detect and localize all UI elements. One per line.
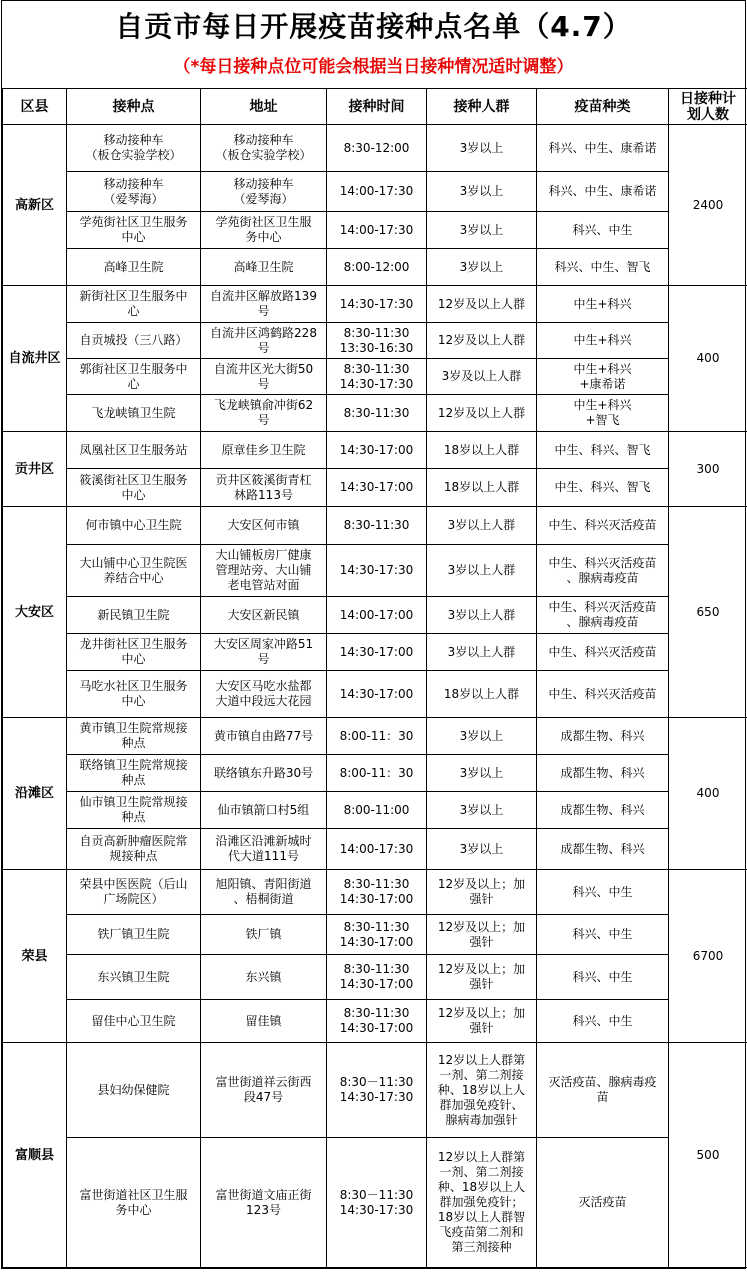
address-cell: 富世街道文庙正街 123号 — [201, 1138, 327, 1268]
vaccine-cell: 中生、科兴、智飞 — [537, 469, 669, 507]
time-cell: 8:30－11:30 14:30-17:30 — [327, 1043, 427, 1138]
vaccine-cell: 中生+科兴 +智飞 — [537, 395, 669, 432]
site-cell: 凤凰社区卫生服务站 — [67, 432, 201, 469]
crowd-cell: 3岁以上人群 — [427, 597, 537, 634]
site-cell: 自贡高新肿瘤医院常 规接种点 — [67, 829, 201, 870]
table-row — [3, 469, 747, 507]
district-cell: 沿滩区 — [3, 718, 67, 870]
time-cell: 14:30-17:00 — [327, 469, 427, 507]
table-row — [3, 545, 747, 597]
crowd-cell: 12岁以上人群第 一剂、第二剂接 种、18岁以上人 群加强免疫针； 18岁以上人群智 飞疫苗第二剂和 第三剂接种 — [427, 1138, 537, 1268]
address-cell: 原章佳乡卫生院 — [201, 432, 327, 469]
vaccine-cell: 科兴、中生 — [537, 870, 669, 915]
time-cell: 14:30-17:00 — [327, 432, 427, 469]
table-row — [3, 507, 747, 545]
time-cell: 8:00-11：30 — [327, 718, 427, 755]
table-row — [3, 395, 747, 432]
site-cell: 仙市镇卫生院常规接 种点 — [67, 792, 201, 829]
crowd-cell: 12岁及以上；加 强针 — [427, 915, 537, 955]
table-row — [3, 829, 747, 870]
crowd-cell: 3岁以上 — [427, 792, 537, 829]
header-crowd: 接种人群 — [427, 89, 537, 125]
vaccine-cell: 中生、科兴灭活疫苗 、腺病毒疫苗 — [537, 545, 669, 597]
crowd-cell: 3岁以上 — [427, 829, 537, 870]
vaccine-cell: 科兴、中生、智飞 — [537, 249, 669, 286]
time-cell: 8:30-11:30 14:30-17:00 — [327, 955, 427, 1000]
site-cell: 东兴镇卫生院 — [67, 955, 201, 1000]
site-cell: 联络镇卫生院常规接 种点 — [67, 755, 201, 792]
header-address: 地址 — [201, 89, 327, 125]
table-row — [3, 671, 747, 718]
crowd-cell: 3岁以上 — [427, 125, 537, 172]
planned-count-cell: 650 — [669, 507, 747, 718]
site-cell: 飞龙峡镇卫生院 — [67, 395, 201, 432]
district-cell: 自流井区 — [3, 286, 67, 432]
schedule-sheet — [1, 0, 746, 1269]
crowd-cell: 12岁及以上；加 强针 — [427, 870, 537, 915]
planned-count-cell: 2400 — [669, 125, 747, 286]
crowd-cell: 3岁及以上人群 — [427, 359, 537, 395]
address-cell: 黄市镇自由路77号 — [201, 718, 327, 755]
table-row — [3, 1043, 747, 1138]
address-cell: 大山铺板房厂健康 管理站旁、大山铺 老电管站对面 — [201, 545, 327, 597]
time-cell: 14:30-17:30 — [327, 286, 427, 323]
vaccine-cell: 成都生物、科兴 — [537, 755, 669, 792]
address-cell: 飞龙峡镇俞冲街62 号 — [201, 395, 327, 432]
site-cell: 留佳中心卫生院 — [67, 1000, 201, 1043]
table-row — [3, 359, 747, 395]
site-cell: 大山铺中心卫生院医 养结合中心 — [67, 545, 201, 597]
address-cell: 移动接种车 （板仓实验学校） — [201, 125, 327, 172]
crowd-cell: 12岁及以上；加 强针 — [427, 955, 537, 1000]
site-cell: 高峰卫生院 — [67, 249, 201, 286]
crowd-cell: 3岁以上人群 — [427, 545, 537, 597]
site-cell: 何市镇中心卫生院 — [67, 507, 201, 545]
site-cell: 筱溪街社区卫生服务 中心 — [67, 469, 201, 507]
crowd-cell: 3岁以上 — [427, 212, 537, 249]
table-row — [3, 597, 747, 634]
address-cell: 联络镇东升路30号 — [201, 755, 327, 792]
time-cell: 8:00-12:00 — [327, 249, 427, 286]
site-cell: 移动接种车 （板仓实验学校） — [67, 125, 201, 172]
crowd-cell: 18岁以上人群 — [427, 469, 537, 507]
vaccine-cell: 中生、科兴灭活疫苗 — [537, 671, 669, 718]
time-cell: 8:30－11:30 14:30-17:30 — [327, 1138, 427, 1268]
time-cell: 8:30-11:30 14:30-17:00 — [327, 915, 427, 955]
time-cell: 8:00-11：30 — [327, 755, 427, 792]
table-row — [3, 212, 747, 249]
address-cell: 铁厂镇 — [201, 915, 327, 955]
address-cell: 自流井区解放路139 号 — [201, 286, 327, 323]
time-cell: 8:30-12:00 — [327, 125, 427, 172]
planned-count-cell: 400 — [669, 718, 747, 870]
site-cell: 龙井街社区卫生服务 中心 — [67, 634, 201, 671]
table-row — [3, 955, 747, 1000]
vaccine-cell: 中生、科兴、智飞 — [537, 432, 669, 469]
address-cell: 大安区新民镇 — [201, 597, 327, 634]
crowd-cell: 3岁以上 — [427, 172, 537, 212]
vaccine-cell: 中生、科兴灭活疫苗 、腺病毒疫苗 — [537, 597, 669, 634]
vaccine-cell: 科兴、中生 — [537, 1000, 669, 1043]
address-cell: 高峰卫生院 — [201, 249, 327, 286]
time-cell: 8:30-11:30 14:30-17:00 — [327, 1000, 427, 1043]
crowd-cell: 3岁以上人群 — [427, 634, 537, 671]
site-cell: 县妇幼保健院 — [67, 1043, 201, 1138]
table-row — [3, 792, 747, 829]
site-cell: 荣县中医医院（后山 广场院区） — [67, 870, 201, 915]
vaccine-cell: 中生+科兴 +康希诺 — [537, 359, 669, 395]
vaccine-cell: 科兴、中生、康希诺 — [537, 172, 669, 212]
table-row — [3, 718, 747, 755]
table-header-row — [3, 89, 747, 125]
vaccine-cell: 科兴、中生 — [537, 915, 669, 955]
time-cell: 14:30-17:00 — [327, 671, 427, 718]
time-cell: 14:30-17:30 — [327, 545, 427, 597]
vaccine-cell: 成都生物、科兴 — [537, 718, 669, 755]
address-cell: 学苑街社区卫生服 务中心 — [201, 212, 327, 249]
planned-count-cell: 300 — [669, 432, 747, 507]
vaccine-cell: 科兴、中生 — [537, 212, 669, 249]
time-cell: 14:00-17:30 — [327, 212, 427, 249]
address-cell: 东兴镇 — [201, 955, 327, 1000]
vaccine-cell: 中生+科兴 — [537, 286, 669, 323]
time-cell: 8:30-11:30 14:30-17:00 — [327, 870, 427, 915]
time-cell: 14:00-17:30 — [327, 829, 427, 870]
table-row — [3, 249, 747, 286]
table-row — [3, 286, 747, 323]
table-row — [3, 432, 747, 469]
site-cell: 学苑街社区卫生服务 中心 — [67, 212, 201, 249]
time-cell: 8:00-11:00 — [327, 792, 427, 829]
address-cell: 大安区周家冲路51 号 — [201, 634, 327, 671]
time-cell: 14:30-17:00 — [327, 634, 427, 671]
time-cell: 14:00-17:30 — [327, 172, 427, 212]
header-planned: 日接种计 划人数 — [669, 89, 747, 125]
header-district: 区县 — [3, 89, 67, 125]
vaccine-cell: 中生+科兴 — [537, 323, 669, 359]
site-cell: 郭街社区卫生服务中 心 — [67, 359, 201, 395]
crowd-cell: 3岁以上人群 — [427, 507, 537, 545]
time-cell: 8:30-11:30 13:30-16:30 — [327, 323, 427, 359]
vaccine-cell: 成都生物、科兴 — [537, 829, 669, 870]
site-cell: 富世街道社区卫生服 务中心 — [67, 1138, 201, 1268]
address-cell: 大安区马吃水盐都 大道中段远大花园 — [201, 671, 327, 718]
time-cell: 8:30-11:30 — [327, 395, 427, 432]
vaccine-cell: 科兴、中生、康希诺 — [537, 125, 669, 172]
vaccine-cell: 中生、科兴灭活疫苗 — [537, 634, 669, 671]
table-row — [3, 125, 747, 172]
address-cell: 大安区何市镇 — [201, 507, 327, 545]
site-cell: 黄市镇卫生院常规接 种点 — [67, 718, 201, 755]
planned-count-cell: 6700 — [669, 870, 747, 1043]
address-cell: 自流井区鸿鹤路228 号 — [201, 323, 327, 359]
site-cell: 新民镇卫生院 — [67, 597, 201, 634]
vaccine-cell: 科兴、中生 — [537, 955, 669, 1000]
page-title: 自贡市每日开展疫苗接种点名单（4.7） — [115, 10, 632, 43]
crowd-cell: 3岁以上 — [427, 718, 537, 755]
address-cell: 富世街道祥云街西 段47号 — [201, 1043, 327, 1138]
crowd-cell: 18岁以上人群 — [427, 671, 537, 718]
address-cell: 移动接种车 （爱琴海） — [201, 172, 327, 212]
vaccine-cell: 灭活疫苗 — [537, 1138, 669, 1268]
crowd-cell: 12岁及以上；加 强针 — [427, 1000, 537, 1043]
crowd-cell: 3岁以上 — [427, 249, 537, 286]
district-cell: 荣县 — [3, 870, 67, 1043]
table-row — [3, 634, 747, 671]
crowd-cell: 12岁以上人群第 一剂、第二剂接 种、18岁以上人 群加强免疫针、 腺病毒加强针 — [427, 1043, 537, 1138]
site-cell: 新街社区卫生服务中 心 — [67, 286, 201, 323]
crowd-cell: 18岁以上人群 — [427, 432, 537, 469]
table-row — [3, 870, 747, 915]
vaccine-cell: 中生、科兴灭活疫苗 — [537, 507, 669, 545]
planned-count-cell: 400 — [669, 286, 747, 432]
header-site: 接种点 — [67, 89, 201, 125]
table-row — [3, 915, 747, 955]
district-cell: 富顺县 — [3, 1043, 67, 1268]
site-cell: 马吃水社区卫生服务 中心 — [67, 671, 201, 718]
address-cell: 旭阳镇、青阳街道 、梧桐街道 — [201, 870, 327, 915]
table-row — [3, 1000, 747, 1043]
table-body — [3, 125, 747, 1268]
district-cell: 贡井区 — [3, 432, 67, 507]
address-cell: 仙市镇箭口村5组 — [201, 792, 327, 829]
table-row — [3, 172, 747, 212]
vaccine-cell: 成都生物、科兴 — [537, 792, 669, 829]
time-cell: 14:00-17:00 — [327, 597, 427, 634]
crowd-cell: 3岁以上 — [427, 755, 537, 792]
planned-count-cell: 500 — [669, 1043, 747, 1268]
vaccination-table — [2, 88, 747, 1268]
address-cell: 沿滩区沿滩新城时 代大道111号 — [201, 829, 327, 870]
crowd-cell: 12岁及以上人群 — [427, 286, 537, 323]
vaccine-cell: 灭活疫苗、腺病毒疫 苗 — [537, 1043, 669, 1138]
time-cell: 8:30-11:30 14:30-17:30 — [327, 359, 427, 395]
district-cell: 大安区 — [3, 507, 67, 718]
table-row — [3, 755, 747, 792]
table-row — [3, 323, 747, 359]
address-cell: 自流井区光大街50 号 — [201, 359, 327, 395]
address-cell: 贡井区筱溪街青杠 林路113号 — [201, 469, 327, 507]
crowd-cell: 12岁及以上人群 — [427, 395, 537, 432]
site-cell: 铁厂镇卫生院 — [67, 915, 201, 955]
site-cell: 移动接种车 （爱琴海） — [67, 172, 201, 212]
district-cell: 高新区 — [3, 125, 67, 286]
page-subtitle: （*每日接种点位可能会根据当日接种情况适时调整） — [173, 57, 574, 77]
table-row — [3, 1138, 747, 1268]
time-cell: 8:30-11:30 — [327, 507, 427, 545]
header-vaccine: 疫苗种类 — [537, 89, 669, 125]
site-cell: 自贡城投（三八路） — [67, 323, 201, 359]
crowd-cell: 12岁及以上人群 — [427, 323, 537, 359]
address-cell: 留佳镇 — [201, 1000, 327, 1043]
header-time: 接种时间 — [327, 89, 427, 125]
